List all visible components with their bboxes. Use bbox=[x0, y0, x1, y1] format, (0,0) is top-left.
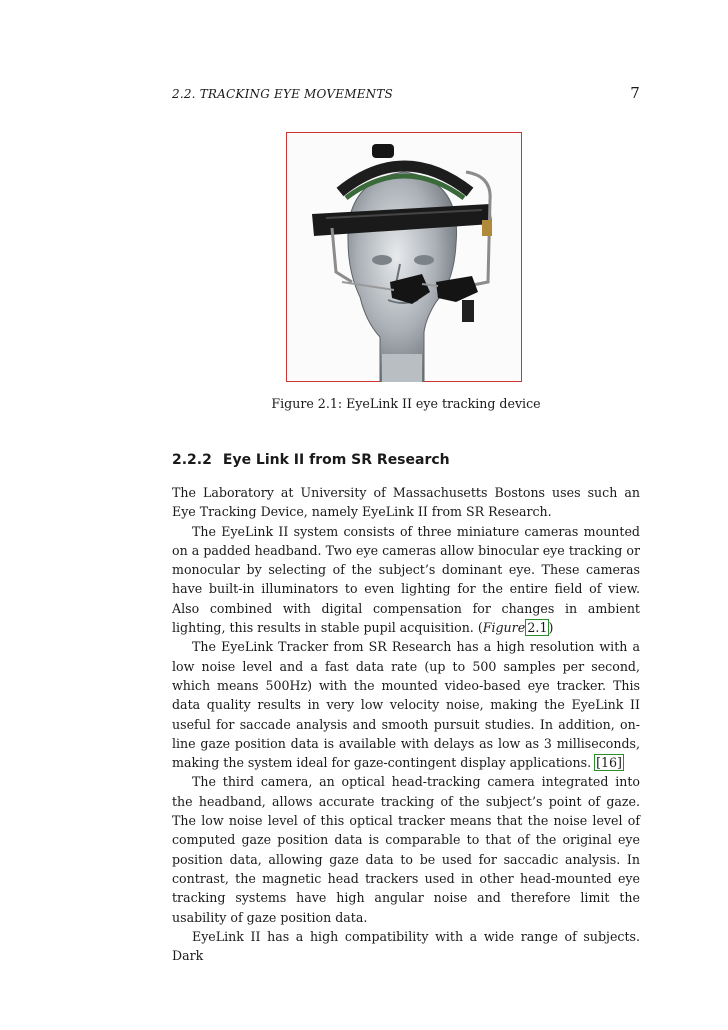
paragraph-2-text: The EyeLink II system consists of three miniature cameras mounted on a padded headband. Two eye cameras allow binocular eye tracking or monocular by selecting of the subject’s dominant eye. These cameras have built-in illuminators to even lighting for the entire field of view. Also combined with digital compensation for changes in ambient lighting, this results in stable pupil acquisition. ( bbox=[172, 523, 640, 636]
body-text bbox=[172, 483, 640, 965]
paragraph-2 bbox=[172, 522, 640, 638]
figure-eyelink bbox=[286, 132, 522, 382]
paragraph-3-text: The EyeLink Tracker from SR Research has a high resolution with a low noise level and a fast data rate (up to 500 samples per second, which means 500Hz) with the mounted video-based eye tracker. This data quality results in very low velocity noise, making the EyeLink II useful for saccade analysis and smooth pursuit studies. In addition, on-line gaze position data is available with delays as low as 3 milliseconds, making the system ideal for gaze-contingent display applications. bbox=[172, 639, 640, 771]
paragraph-3 bbox=[172, 637, 640, 772]
eye-tracker-headset-icon bbox=[286, 132, 522, 382]
running-head-section: 2.2. TRACKING EYE MOVEMENTS bbox=[172, 87, 393, 101]
running-head bbox=[172, 84, 640, 102]
citation-link[interactable]: [16] bbox=[596, 755, 622, 771]
figure-word: Figure bbox=[482, 620, 526, 636]
section-number: 2.2.2 bbox=[172, 452, 212, 468]
paragraph-5: EyeLink II has a high compatibility with a wide range of subjects. Dark bbox=[172, 928, 640, 964]
section-heading bbox=[172, 452, 640, 468]
figure-ref-link[interactable]: 2.1 bbox=[527, 620, 548, 636]
paragraph-1: The Laboratory at University of Massachusetts Bostons uses such an Eye Tracking Device, namely EyeLink II from SR Research. bbox=[172, 485, 640, 520]
paragraph-4: The third camera, an optical head-tracking camera integrated into the headband, allows accurate tracking of the subject’s point of gaze. The low noise level of this optical tracker means that the noise level of computed gaze position data is comparable to that of the original eye position data, allowing gaze data to be used for saccadic analysis. In contrast, the magnetic head trackers used in other head-mounted eye tracking systems have high angular noise and therefore limit the usability of gaze position data. bbox=[172, 774, 640, 925]
section-title: Eye Link II from SR Research bbox=[222, 452, 450, 468]
page-number: 7 bbox=[630, 84, 640, 102]
paragraph-2-close: ) bbox=[548, 620, 554, 636]
figure-caption: Figure 2.1: EyeLink II eye tracking device bbox=[271, 396, 541, 411]
